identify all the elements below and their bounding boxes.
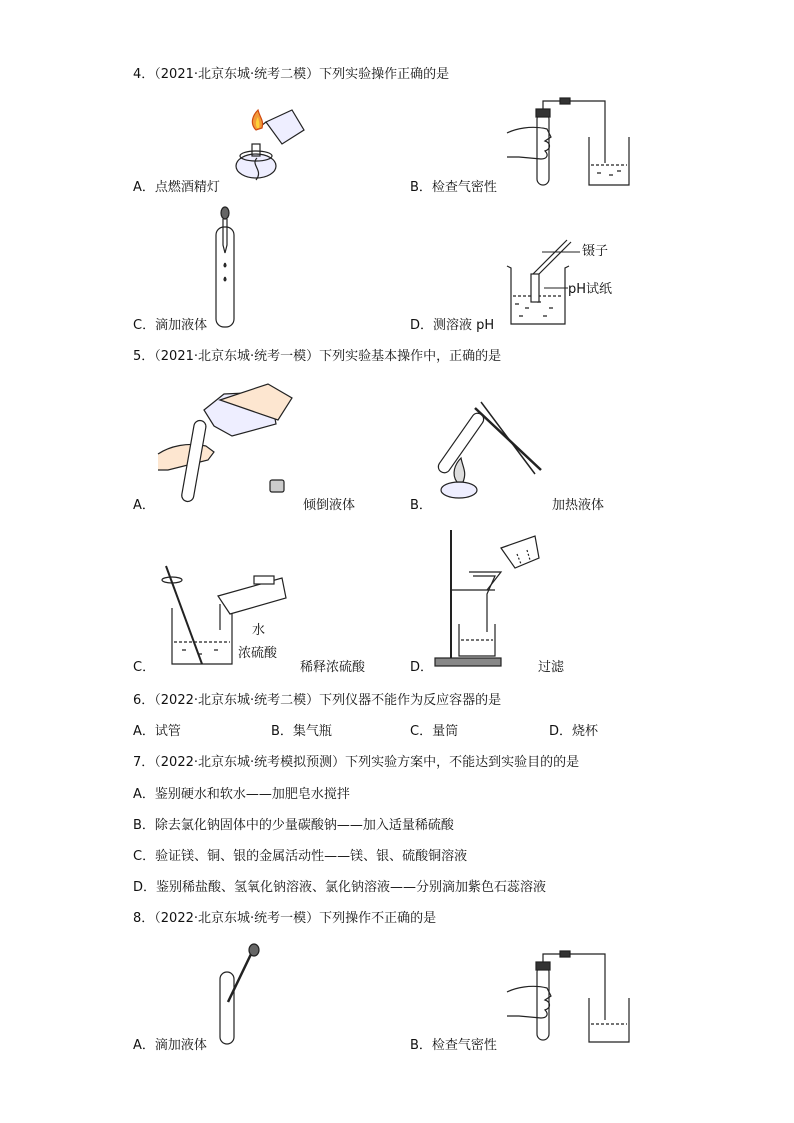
- q6-option-c: C．量筒: [410, 724, 459, 739]
- q8-option-a: A．滴加液体: [133, 1038, 207, 1053]
- q7-option-b: B．除去氯化钠固体中的少量碳酸钠——加入适量稀硫酸: [133, 818, 454, 833]
- q7-option-d: D．鉴别稀盐酸、氢氧化钠溶液、氯化钠溶液——分别滴加紫色石蕊溶液: [133, 880, 547, 895]
- q6-option-b: B．集气瓶: [271, 724, 332, 739]
- q4-option-b: B．检查气密性: [410, 180, 497, 195]
- q6-stem: 6．（2022·北京东城·统考二模）下列仪器不能作为反应容器的是: [133, 693, 502, 708]
- q5-option-d-letter: D．: [410, 660, 434, 675]
- q5-figure-heating: [435, 398, 545, 508]
- q5-figure-pouring: [158, 380, 298, 505]
- q5-option-d-caption: 过滤: [538, 660, 565, 675]
- q5-stem: 5．（2021·北京东城·统考一模）下列实验基本操作中，正确的是: [133, 349, 502, 364]
- q5-option-c-letter: C．: [133, 660, 156, 675]
- q5-label-water: 水: [252, 623, 266, 638]
- q5-option-a-caption: 倾倒液体: [303, 498, 356, 513]
- q7-option-c: C．验证镁、铜、银的金属活动性——镁、银、硫酸铜溶液: [133, 849, 468, 864]
- q8-figure-airtightness: [505, 948, 635, 1043]
- q4-option-c: C．滴加液体: [133, 318, 208, 333]
- q5-label-acid: 浓硫酸: [238, 646, 278, 661]
- q4-label-leader-lines: [540, 240, 590, 300]
- q7-stem: 7．（2022·北京东城·统考模拟预测）下列实验方案中，不能达到实验目的的是: [133, 755, 580, 770]
- q8-option-b: B．检查气密性: [410, 1038, 497, 1053]
- q5-option-b-caption: 加热液体: [552, 498, 605, 513]
- q4-figure-alcohol-lamp: [222, 100, 310, 188]
- q4-stem: 4．（2021·北京东城·统考二模）下列实验操作正确的是: [133, 67, 450, 82]
- q5-option-a-letter: A．: [133, 498, 155, 513]
- q4-option-a: A．点燃酒精灯: [133, 180, 220, 195]
- q4-figure-dropper: [210, 205, 240, 330]
- q4-label-tweezers: 镊子: [582, 244, 609, 259]
- q5-option-c-caption: 稀释浓硫酸: [300, 660, 366, 675]
- q4-option-d: D．测溶液 pH: [410, 318, 495, 333]
- q4-figure-airtightness: [505, 95, 635, 190]
- q8-figure-dropper: [212, 942, 262, 1047]
- q6-option-a: A．试管: [133, 724, 181, 739]
- q8-stem: 8．（2022·北京东城·统考一模）下列操作不正确的是: [133, 911, 437, 926]
- q4-label-ph-paper: pH试纸: [568, 282, 613, 297]
- q5-figure-filtration: [435, 528, 540, 670]
- q7-option-a: A．鉴别硬水和软水——加肥皂水搅拌: [133, 787, 350, 802]
- q6-option-d: D．烧杯: [549, 724, 599, 739]
- q5-option-b-letter: B．: [410, 498, 432, 513]
